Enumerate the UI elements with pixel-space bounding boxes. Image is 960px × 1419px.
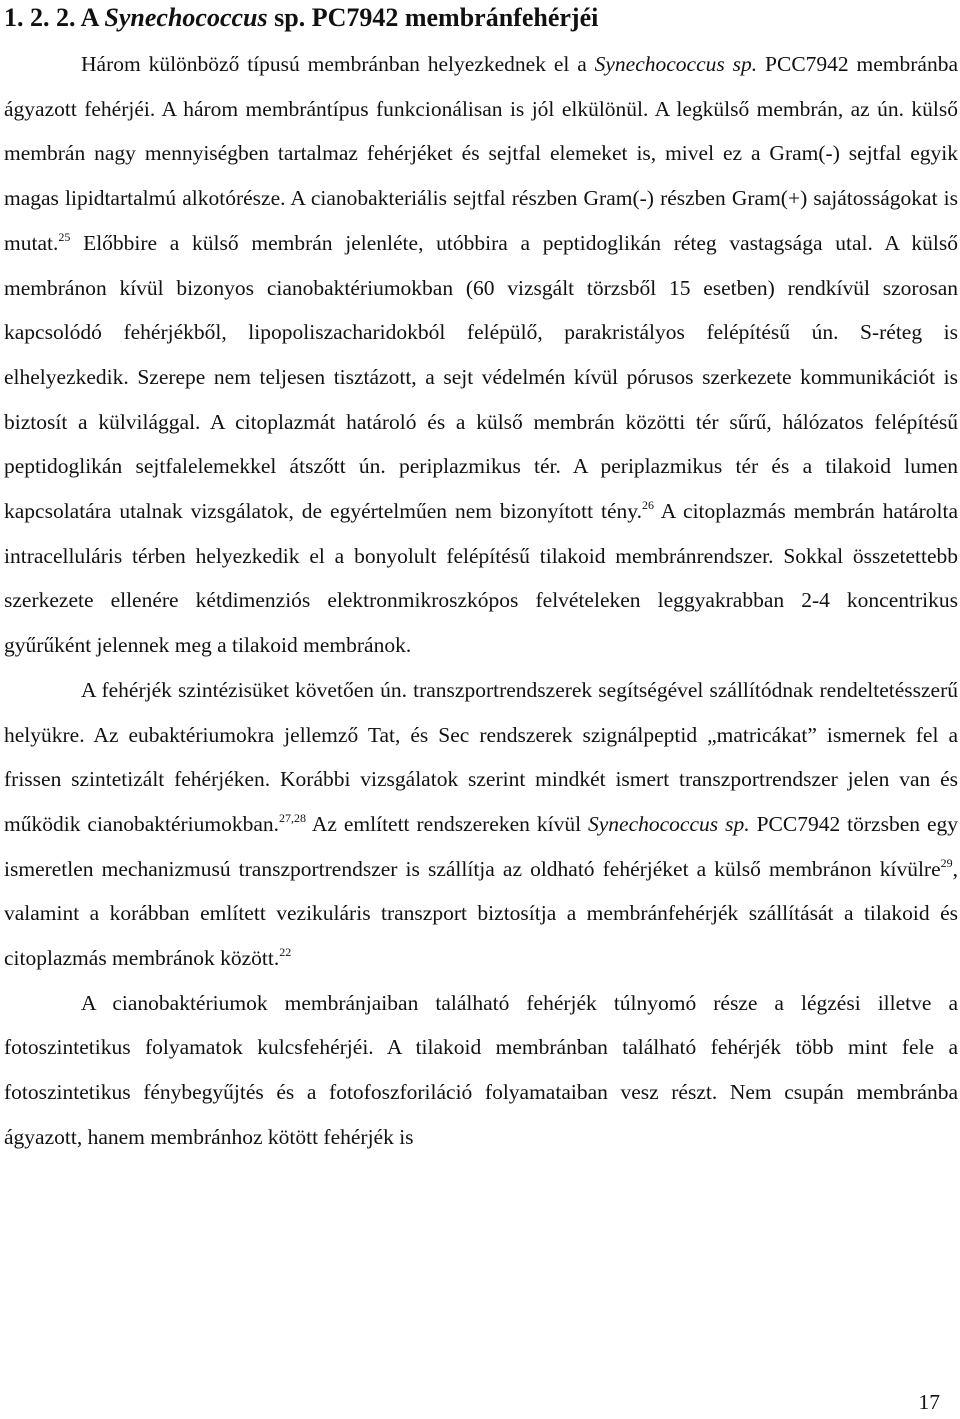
paragraph-photosynthesis — [4, 981, 958, 1160]
section-heading — [4, 0, 958, 42]
paragraph-text: PCC7942 törzsben egy ismeretlen mechanizmusú transzportrendszer is szállítja az oldható fehérjéket a külső membránon kívülre — [4, 811, 958, 881]
document-page — [4, 0, 958, 1160]
paragraph-text: PCC7942 membránba ágyazott fehérjéi. A három membrántípus funkcionálisan is jól elkülönül. A legkülső membrán, az ún. külső membrán nagy mennyiségben tartalmaz fehérjéket és sejtfal elemeket is, mivel ez a Gram(-) sejtfal egyik magas lipidtartalmú alkotórésze. A cianobakteriális sejtfal részben Gram(-) részben Gram(+) sajátosságokat is mutat. — [4, 52, 959, 255]
species-name: Synechococcus sp. — [594, 52, 758, 76]
reference-superscript: 25 — [58, 229, 71, 244]
section-number: 1. 2. 2. — [4, 3, 76, 32]
paragraph-text: A cianobaktériumok membránjaiban található fehérjék túlnyomó része a légzési illetve a fotoszintetikus folyamatok kulcsfehérjéi. A tilakoid membránban található fehérjék több mint fele a fotoszintetikus fénybegyűjtés és a fotofoszforiláció folyamataiban vesz részt. Nem csupán membránba ágyazott, hanem membránhoz kötött fehérjék is — [4, 990, 958, 1149]
paragraph-text: A citoplazmás membrán határolta intracelluláris térben helyezkedik el a bonyolult felépítésű tilakoid membránrendszer. Sokkal összetettebb szerkezete ellenére kétdimenziós elektronmikroszkópos felvételeken leggyakrabban 2-4 koncentrikus gyűrűként jelennek meg a tilakoid membránok. — [4, 499, 958, 658]
paragraph-text: A fehérjék szintézisüket követően ún. transzportrendszerek segítségével szállítódnak rendeltetésszerű helyükre. Az eubaktériumokra jellemző Tat, és Sec rendszerek szignálpeptid „matricákat” ismernek fel a frissen szintetizált fehérjéken. Korábbi vizsgálatok szerint mindkét ismert transzportrendszer jelen van és működik cianobaktériumokban. — [4, 677, 958, 836]
reference-superscript: 29 — [940, 855, 953, 870]
species-name: Synechococcus sp. — [588, 811, 750, 836]
paragraph-text: Három különböző típusú membránban helyezkednek el a — [81, 52, 587, 76]
reference-superscript: 26 — [642, 498, 655, 513]
paragraph-text: , valamint a korábban említett vezikuláris transzport biztosítja a membránfehérjék szállítását a tilakoid és citoplazmás membránok között. — [4, 856, 958, 971]
reference-superscript: 22 — [279, 945, 292, 960]
section-title-species: Synechococcus — [104, 3, 268, 32]
reference-superscript: 27,28 — [279, 810, 307, 825]
section-title-post: sp. PC7942 membránfehérjéi — [274, 3, 599, 32]
paragraph-membranes — [4, 42, 958, 668]
paragraph-text: Az említett rendszereken kívül — [311, 811, 582, 836]
paragraph-text: Előbbire a külső membrán jelenléte, utóbbira a peptidoglikán réteg vastagsága utal. A külső membránon kívül bizonyos cianobaktériumokban (60 vizsgált törzsből 15 esetben) rendkívül szorosan kapcsolódó fehérjékből, lipopoliszacharidokból felépülő, parakristályos felépítésű ún. S-réteg is elhelyezkedik. Szerepe nem teljesen tisztázott, a sejt védelmén kívül pórusos szerkezete kommunikációt is biztosít a külvilággal. A citoplazmát határoló és a külső membrán közötti tér sűrű, hálózatos felépítésű peptidoglikán sejtfalelemekkel átszőtt ún. periplazmikus tér. A periplazmikus tér és a tilakoid lumen kapcsolatára utalnak vizsgálatok, de egyértelműen nem bizonyított tény. — [4, 230, 958, 524]
page-number: 17 — [918, 1390, 940, 1414]
section-title-pre: A — [80, 3, 98, 32]
paragraph-transport — [4, 668, 958, 981]
